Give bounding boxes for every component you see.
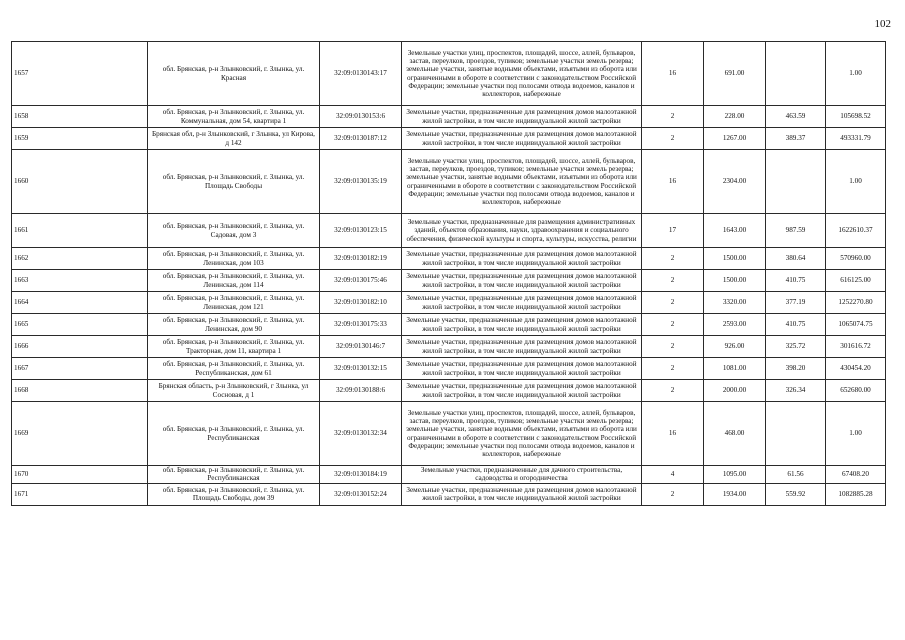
use-code-cell: 2 <box>642 314 704 336</box>
cadastral-value-cell: 1.00 <box>826 150 886 214</box>
cadastral-number-cell: 32:09:0130146:7 <box>320 336 402 358</box>
table-row <box>12 42 886 106</box>
table-row <box>12 292 886 314</box>
land-use-cell: Земельные участки, предназначенные для размещения домов малоэтажной жилой застройки, в том числе индивидуальной жилой застройки <box>402 483 642 505</box>
cadastral-value-cell: 1082885.28 <box>826 483 886 505</box>
specific-value-cell: 410.75 <box>766 314 826 336</box>
area-cell: 1500.00 <box>704 270 766 292</box>
table-row <box>12 214 886 248</box>
use-code-cell: 2 <box>642 248 704 270</box>
cadastral-number-cell: 32:09:0130184:19 <box>320 466 402 484</box>
cadastral-number-cell: 32:09:0130188:6 <box>320 380 402 402</box>
address-cell: обл. Брянская, р-н Злынковский, г. Злынка, ул. Площадь Свободы <box>148 150 320 214</box>
cadastral-value-cell: 570960.00 <box>826 248 886 270</box>
use-code-cell: 2 <box>642 358 704 380</box>
use-code-cell: 2 <box>642 380 704 402</box>
use-code-cell: 2 <box>642 106 704 128</box>
cadastral-value-cell: 67408.20 <box>826 466 886 484</box>
land-use-cell: Земельные участки, предназначенные для размещения домов малоэтажной жилой застройки, в том числе индивидуальной жилой застройки <box>402 292 642 314</box>
area-cell: 468.00 <box>704 402 766 466</box>
land-use-cell: Земельные участки, предназначенные для размещения домов малоэтажной жилой застройки, в том числе индивидуальной жилой застройки <box>402 380 642 402</box>
specific-value-cell <box>766 150 826 214</box>
cadastral-value-cell: 1.00 <box>826 42 886 106</box>
address-cell: обл. Брянская, р-н Злынковский, г. Злынка, ул. Тракторная, дом 11, квартира 1 <box>148 336 320 358</box>
table-row <box>12 483 886 505</box>
cadastral-number-cell: 32:09:0130143:17 <box>320 42 402 106</box>
area-cell: 2304.00 <box>704 150 766 214</box>
row-number-cell: 1659 <box>12 128 148 150</box>
land-use-cell: Земельные участки, предназначенные для размещения домов малоэтажной жилой застройки, в том числе индивидуальной жилой застройки <box>402 358 642 380</box>
address-cell: обл. Брянская, р-н Злынковский, г. Злынка, ул. Республиканская <box>148 402 320 466</box>
address-cell: обл. Брянская, р-н Злынковский, г. Злынка, ул. Площадь Свободы, дом 39 <box>148 483 320 505</box>
row-number-cell: 1668 <box>12 380 148 402</box>
land-use-cell: Земельные участки, предназначенные для размещения домов малоэтажной жилой застройки, в том числе индивидуальной жилой застройки <box>402 270 642 292</box>
address-cell: обл. Брянская, р-н Злынковский, г. Злынка, ул. Ленинская, дом 121 <box>148 292 320 314</box>
specific-value-cell: 380.64 <box>766 248 826 270</box>
cadastral-value-cell: 301616.72 <box>826 336 886 358</box>
use-code-cell: 2 <box>642 270 704 292</box>
use-code-cell: 17 <box>642 214 704 248</box>
land-use-cell: Земельные участки, предназначенные для размещения домов малоэтажной жилой застройки, в том числе индивидуальной жилой застройки <box>402 336 642 358</box>
address-cell: обл. Брянская, р-н Злынковский, г. Злынка, ул. Ленинская, дом 90 <box>148 314 320 336</box>
cadastral-value-cell: 1622610.37 <box>826 214 886 248</box>
use-code-cell: 16 <box>642 42 704 106</box>
use-code-cell: 2 <box>642 292 704 314</box>
address-cell: обл. Брянская, р-н Злынковский, г. Злынка, ул. Коммунальная, дом 54, квартира 1 <box>148 106 320 128</box>
row-number-cell: 1661 <box>12 214 148 248</box>
row-number-cell: 1657 <box>12 42 148 106</box>
row-number-cell: 1671 <box>12 483 148 505</box>
row-number-cell: 1665 <box>12 314 148 336</box>
address-cell: Брянская область, р-н Злынковский, г Злынка, ул Сосновая, д 1 <box>148 380 320 402</box>
cadastral-number-cell: 32:09:0130123:15 <box>320 214 402 248</box>
area-cell: 228.00 <box>704 106 766 128</box>
row-number-cell: 1658 <box>12 106 148 128</box>
row-number-cell: 1666 <box>12 336 148 358</box>
address-cell: обл. Брянская, р-н Злынковский, г. Злынка, ул. Садовая, дом 3 <box>148 214 320 248</box>
area-cell: 1934.00 <box>704 483 766 505</box>
address-cell: обл. Брянская, р-н Злынковский, г. Злынка, ул. Ленинская, дом 103 <box>148 248 320 270</box>
table-row <box>12 270 886 292</box>
cadastral-value-cell: 1065074.75 <box>826 314 886 336</box>
row-number-cell: 1660 <box>12 150 148 214</box>
cadastral-number-cell: 32:09:0130135:19 <box>320 150 402 214</box>
cadastral-value-cell: 493331.79 <box>826 128 886 150</box>
use-code-cell: 2 <box>642 336 704 358</box>
land-use-cell: Земельные участки, предназначенные для размещения административных зданий, объектов образования, науки, здравоохранения и социального обеспечения, физической культуры и спорта, культуры, искусства, религии <box>402 214 642 248</box>
use-code-cell: 4 <box>642 466 704 484</box>
row-number-cell: 1669 <box>12 402 148 466</box>
specific-value-cell: 377.19 <box>766 292 826 314</box>
cadastral-number-cell: 32:09:0130175:46 <box>320 270 402 292</box>
cadastral-value-cell: 1.00 <box>826 402 886 466</box>
row-number-cell: 1664 <box>12 292 148 314</box>
land-use-cell: Земельные участки улиц, проспектов, площадей, шоссе, аллей, бульваров, застав, переулков, проездов, тупиков; земельные участки земель резерва; земельные участки, занятые водными объектами, изъятыми из оборота или ограниченными в обороте в соответствии с законодательством Российской Федерации; земельные участки под полосами отвода водоемов, каналов и коллекторов, набережные <box>402 42 642 106</box>
table-row <box>12 150 886 214</box>
address-cell: обл. Брянская, р-н Злынковский, г. Злынка, ул. Ленинская, дом 114 <box>148 270 320 292</box>
area-cell: 3320.00 <box>704 292 766 314</box>
area-cell: 1643.00 <box>704 214 766 248</box>
table-row <box>12 402 886 466</box>
land-registry-table <box>11 41 886 506</box>
table-row <box>12 128 886 150</box>
specific-value-cell: 398.20 <box>766 358 826 380</box>
cadastral-value-cell: 430454.20 <box>826 358 886 380</box>
land-use-cell: Земельные участки улиц, проспектов, площадей, шоссе, аллей, бульваров, застав, переулков, проездов, тупиков; земельные участки земель резерва; земельные участки, занятые водными объектами, изъятыми из оборота или ограниченными в обороте в соответствии с законодательством Российской Федерации; земельные участки под полосами отвода водоемов, каналов и коллекторов, набережные <box>402 150 642 214</box>
row-number-cell: 1670 <box>12 466 148 484</box>
cadastral-number-cell: 32:09:0130175:33 <box>320 314 402 336</box>
cadastral-number-cell: 32:09:0130153:6 <box>320 106 402 128</box>
specific-value-cell <box>766 402 826 466</box>
area-cell: 926.00 <box>704 336 766 358</box>
table-row <box>12 248 886 270</box>
area-cell: 2000.00 <box>704 380 766 402</box>
land-use-cell: Земельные участки, предназначенные для размещения домов малоэтажной жилой застройки, в том числе индивидуальной жилой застройки <box>402 106 642 128</box>
cadastral-number-cell: 32:09:0130187:12 <box>320 128 402 150</box>
specific-value-cell: 559.92 <box>766 483 826 505</box>
area-cell: 2593.00 <box>704 314 766 336</box>
cadastral-value-cell: 616125.00 <box>826 270 886 292</box>
land-use-cell: Земельные участки, предназначенные для дачного строительства, садоводства и огородничества <box>402 466 642 484</box>
cadastral-value-cell: 1252270.80 <box>826 292 886 314</box>
cadastral-number-cell: 32:09:0130182:10 <box>320 292 402 314</box>
specific-value-cell: 410.75 <box>766 270 826 292</box>
page-number: 102 <box>874 18 891 30</box>
specific-value-cell: 326.34 <box>766 380 826 402</box>
address-cell: Брянская обл, р-н Злынковский, г Злынка, ул Кирова, д 142 <box>148 128 320 150</box>
table-row <box>12 358 886 380</box>
table-row <box>12 106 886 128</box>
land-use-cell: Земельные участки улиц, проспектов, площадей, шоссе, аллей, бульваров, застав, переулков, проездов, тупиков; земельные участки земель резерва; земельные участки, занятые водными объектами, изъятыми из оборота или ограниченными в обороте в соответствии с законодательством Российской Федерации; земельные участки под полосами отвода водоемов, каналов и коллекторов, набережные <box>402 402 642 466</box>
use-code-cell: 16 <box>642 402 704 466</box>
specific-value-cell <box>766 42 826 106</box>
cadastral-number-cell: 32:09:0130132:34 <box>320 402 402 466</box>
specific-value-cell: 61.56 <box>766 466 826 484</box>
table-row <box>12 336 886 358</box>
cadastral-value-cell: 652680.00 <box>826 380 886 402</box>
address-cell: обл. Брянская, р-н Злынковский, г. Злынка, ул. Республиканская <box>148 466 320 484</box>
table-row <box>12 314 886 336</box>
cadastral-value-cell: 105698.52 <box>826 106 886 128</box>
address-cell: обл. Брянская, р-н Злынковский, г. Злынка, ул. Красная <box>148 42 320 106</box>
row-number-cell: 1662 <box>12 248 148 270</box>
specific-value-cell: 987.59 <box>766 214 826 248</box>
area-cell: 1095.00 <box>704 466 766 484</box>
cadastral-number-cell: 32:09:0130132:15 <box>320 358 402 380</box>
table-row <box>12 466 886 484</box>
area-cell: 1500.00 <box>704 248 766 270</box>
area-cell: 1267.00 <box>704 128 766 150</box>
address-cell: обл. Брянская, р-н Злынковский, г. Злынка, ул. Республиканская, дом 61 <box>148 358 320 380</box>
use-code-cell: 2 <box>642 483 704 505</box>
use-code-cell: 2 <box>642 128 704 150</box>
use-code-cell: 16 <box>642 150 704 214</box>
specific-value-cell: 325.72 <box>766 336 826 358</box>
table-row <box>12 380 886 402</box>
specific-value-cell: 463.59 <box>766 106 826 128</box>
land-use-cell: Земельные участки, предназначенные для размещения домов малоэтажной жилой застройки, в том числе индивидуальной жилой застройки <box>402 128 642 150</box>
area-cell: 1081.00 <box>704 358 766 380</box>
land-use-cell: Земельные участки, предназначенные для размещения домов малоэтажной жилой застройки, в том числе индивидуальной жилой застройки <box>402 314 642 336</box>
land-use-cell: Земельные участки, предназначенные для размещения домов малоэтажной жилой застройки, в том числе индивидуальной жилой застройки <box>402 248 642 270</box>
specific-value-cell: 389.37 <box>766 128 826 150</box>
area-cell: 691.00 <box>704 42 766 106</box>
cadastral-number-cell: 32:09:0130182:19 <box>320 248 402 270</box>
row-number-cell: 1663 <box>12 270 148 292</box>
cadastral-number-cell: 32:09:0130152:24 <box>320 483 402 505</box>
row-number-cell: 1667 <box>12 358 148 380</box>
